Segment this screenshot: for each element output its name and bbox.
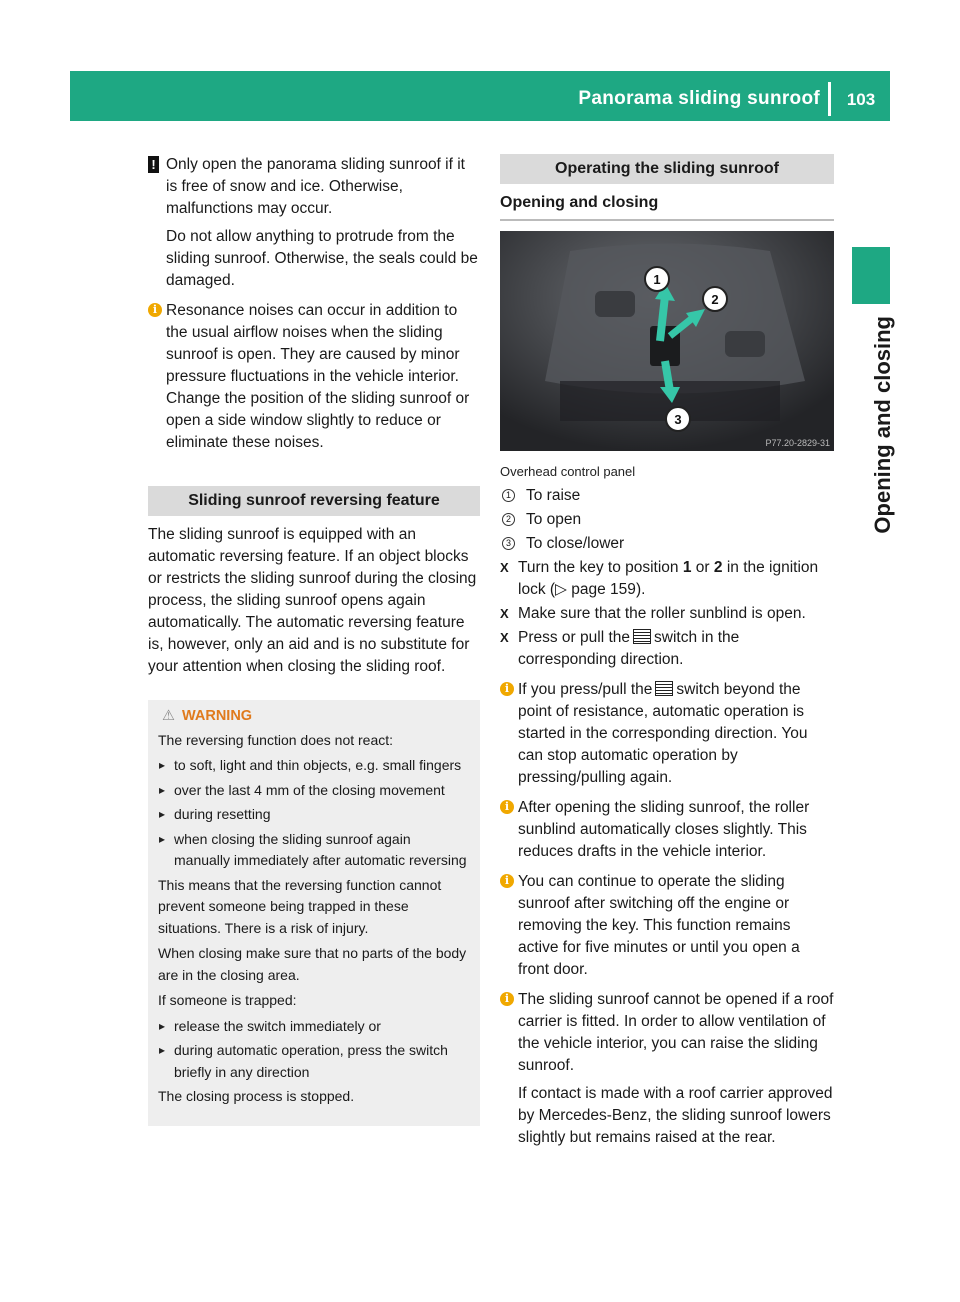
warning-title: ⚠ WARNING	[158, 706, 470, 728]
warning-bullet: ▸ to soft, light and thin objects, e.g. small fingers	[158, 755, 470, 777]
page-reference-link[interactable]: ▷ page 159	[555, 581, 636, 598]
info-circle-icon: i	[500, 992, 514, 1006]
x-bullet-icon: X	[500, 560, 509, 575]
sunroof-switch-icon	[633, 629, 651, 644]
svg-text:P77.20-2829-31: P77.20-2829-31	[765, 438, 830, 448]
warning-means: This means that the reversing function cannot prevent someone being trapped in these situations. There is a risk of injury.	[158, 876, 442, 936]
info-circle-icon: i	[500, 682, 514, 696]
legend-item: 3 To close/lower	[500, 533, 834, 555]
left-column	[148, 154, 480, 1126]
info-note-roof-carrier: i The sliding sunroof cannot be opened if a roof carrier is fitted. In order to allow ventilation of the vehicle interior, you can raise the sliding sunroof. If contact is made with a roof carrier approved by Mercedes-Benz, the sliding sunroof lowers slightly but remains raised at the rear.	[500, 989, 834, 1149]
warning-stopped: The closing process is stopped.	[158, 1088, 355, 1104]
x-bullet-icon: X	[500, 606, 509, 621]
page-number: 103	[846, 90, 876, 109]
section-title-operating: Operating the sliding sunroof	[500, 154, 834, 184]
info-note-continue: i You can continue to operate the sliding sunroof after switching off the engine or removing the key. This function remains active for five minutes or until you open a front door.	[500, 871, 834, 981]
warning-trapped: If someone is trapped:	[158, 992, 297, 1008]
legend-item: 2 To open	[500, 509, 834, 531]
right-column	[500, 154, 834, 1155]
info-circle-icon: i	[500, 800, 514, 814]
info-note-sunblind: i After opening the sliding sunroof, the roller sunblind automatically closes slightly. This reduces drafts in the vehicle interior.	[500, 797, 834, 863]
instruction-step: X Turn the key to position 1 or 2 in the ignition lock (▷ page 159).	[500, 559, 819, 598]
instruction-step: X Press or pull the switch in the corresponding direction.	[500, 629, 740, 668]
overhead-control-panel-figure	[500, 231, 834, 451]
subhead-opening-closing: Opening and closing	[500, 192, 834, 221]
warning-bullet: ▸ during resetting	[158, 804, 470, 826]
info-note-resonance	[148, 300, 480, 454]
warning-bullet: ▸ during automatic operation, press the switch briefly in any direction	[158, 1040, 470, 1083]
info-note-automatic: i If you press/pull the switch beyond the point of resistance, automatic operation is started in the corresponding direction. You can stop automatic operation by pressing/pulling again.	[500, 679, 834, 789]
sunroof-switch-icon	[655, 681, 673, 696]
warning-bullet: ▸ over the last 4 mm of the closing movement	[158, 780, 470, 802]
svg-text:2: 2	[711, 292, 719, 307]
instruction-step: X Make sure that the roller sunblind is open.	[500, 603, 834, 625]
header-divider	[828, 82, 831, 116]
info-text-resonance: Resonance noises can occur in addition to the usual airflow noises when the sliding sunroof is open. They are caused by minor pressure fluctuations in the vehicle interior. Change the position of the sliding sunroof or open a side window slightly to reduce or eliminate these noises.	[166, 302, 470, 451]
warning-box	[148, 700, 480, 1126]
control-panel-illustration	[500, 231, 834, 451]
caution-note	[148, 154, 480, 292]
reversing-body: The sliding sunroof is equipped with an automatic reversing feature. If an object blocks or restricts the sliding sunroof during the closing process, the sliding sunroof opens again automatically. The automatic reversing feature is, however, only an aid and is no substitute for your attention when closing the sliding roof.	[148, 526, 477, 675]
caution-text-1: Only open the panorama sliding sunroof if it is free of snow and ice. Otherwise, malfunctions may occur.	[166, 156, 465, 217]
warning-intro: The reversing function does not react:	[158, 731, 394, 748]
chapter-title: Panorama sliding sunroof	[578, 88, 820, 109]
legend-item: 1 To raise	[500, 485, 834, 507]
warning-closing: When closing make sure that no parts of the body are in the closing area.	[158, 945, 467, 983]
warning-triangle-icon: ⚠	[162, 708, 175, 724]
side-tab-label: Opening and closing	[870, 316, 895, 534]
x-bullet-icon: X	[500, 630, 509, 645]
svg-text:3: 3	[674, 412, 682, 427]
warning-bullet: ▸ release the switch immediately or	[158, 1016, 470, 1038]
info-circle-icon: i	[500, 874, 514, 888]
caution-text-2: Do not allow anything to protrude from the sliding sunroof. Otherwise, the seals could be damaged.	[166, 228, 478, 289]
figure-caption: Overhead control panel	[500, 464, 636, 479]
info-circle-icon: i	[148, 303, 162, 317]
warning-bullet: ▸ when closing the sliding sunroof again manually immediately after automatic reversing	[158, 829, 470, 872]
section-title-reversing: Sliding sunroof reversing feature	[148, 486, 480, 516]
svg-text:1: 1	[653, 272, 661, 287]
exclamation-box-icon: !	[148, 156, 159, 173]
